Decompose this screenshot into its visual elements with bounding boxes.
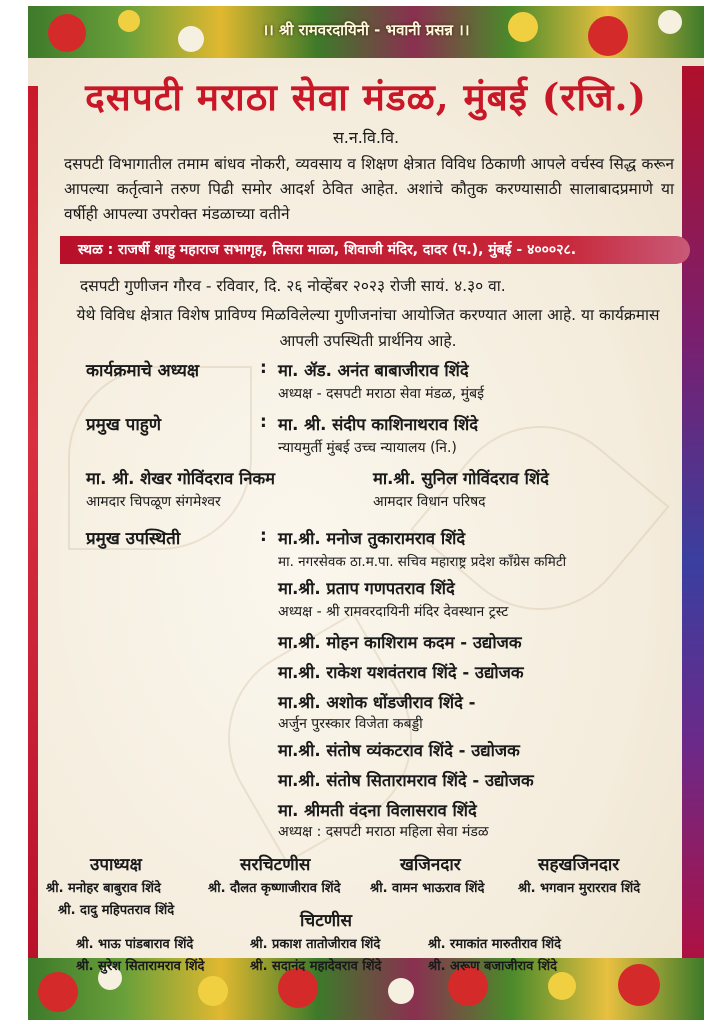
presence-role: मा. नगरसेवक ठा.म.पा. सचिव महाराष्ट्र प्रदेश काँग्रेस कमिटी	[278, 554, 567, 570]
president-role: अध्यक्ष - दसपटी मराठा सेवा मंडळ, मुंबई	[278, 386, 484, 402]
secretary-name: श्री. भाऊ पांडबाराव शिंदे	[76, 937, 194, 952]
presence-name: मा.श्री. अशोक धोंडजीराव शिंदे -	[278, 693, 476, 712]
treasurer-label: खजिनदार	[400, 855, 461, 875]
secretary-name: श्री. सुरेश सितारामराव शिंदे	[76, 959, 205, 974]
event-line: दसपटी गुणीजन गौरव - रविवार, दि. २६ नोव्हेंबर २०२३ रोजी सायं. ४.३० वा.	[80, 277, 506, 295]
chief-guest-label: प्रमुख पाहुणे	[86, 415, 162, 435]
salutation: स.न.वि.वि.	[332, 128, 400, 147]
treasurer-name: श्री. वामन भाऊराव शिंदे	[370, 881, 485, 896]
presence-name: मा.श्री. संतोष सितारामराव शिंदे - उद्योजक	[278, 771, 534, 790]
secretary-name: श्री. अरूण बजाजीराव शिंदे	[428, 959, 557, 974]
invitation-card	[28, 6, 704, 1020]
chief-guest-role: न्यायमुर्ती मुंबई उच्च न्यायालय (नि.)	[278, 440, 457, 456]
invitation-text: येथे विविध क्षेत्रात विशेष प्राविण्य मिळविलेल्या गुणीजनांचा आयोजित करण्यात आला आहे. या कार्यक्रमास आपली उपस्थिती प्रार्थनिय आहे.	[76, 306, 660, 350]
presence-name: मा.श्री. राकेश यशवंतराव शिंदे - उद्योजक	[278, 663, 524, 682]
venue-band: स्थळ : राजर्षी शाहु महाराज सभागृह, तिसरा माळा, शिवाजी मंदिर, दादर (प.), मुंबई - ४०००२८.	[60, 236, 690, 264]
vp-name: श्री. दादु महिपतराव शिंदे	[58, 903, 175, 918]
presence-name: मा. श्रीमती वंदना विलासराव शिंदे	[278, 801, 477, 820]
colon: :	[260, 358, 267, 378]
gs-label: सरचिटणीस	[240, 855, 311, 875]
secretary-name: श्री. रमाकांत मारुतीराव शिंदे	[428, 937, 562, 952]
presence-role: अर्जुन पुरस्कार विजेता कबड्डी	[278, 716, 423, 732]
leaf-pattern	[68, 366, 252, 550]
jt-treasurer-name: श्री. भगवान मुरारराव शिंदे	[518, 881, 641, 896]
jt-treasurer-label: सहखजिनदार	[538, 855, 620, 875]
presence-name: मा.श्री. मनोज तुकारामराव शिंदे	[278, 529, 466, 548]
presence-role: अध्यक्ष - श्री रामवरदायिनी मंदिर देवस्थान ट्रस्ट	[278, 604, 509, 620]
president-label: कार्यक्रमाचे अध्यक्ष	[86, 361, 200, 381]
blessing-line: ।। श्री रामवरदायिनी - भवानी प्रसन्न ।।	[262, 21, 470, 39]
guest-role: आमदार विधान परिषद	[373, 494, 486, 510]
colon: :	[260, 526, 267, 546]
colon: :	[260, 412, 267, 432]
presence-role: अध्यक्ष : दसपटी मराठा महिला सेवा मंडळ	[278, 824, 489, 840]
gs-name: श्री. दौलत कृष्णाजीराव शिंदे	[208, 881, 341, 896]
president-name: मा. ॲड. अनंत बाबाजीराव शिंदे	[278, 361, 469, 380]
vp-label: उपाध्यक्ष	[90, 855, 142, 875]
secretary-name: श्री. सदानंद महादेवराव शिंदे	[250, 959, 382, 974]
guest-name: मा.श्री. सुनिल गोविंदराव शिंदे	[373, 469, 549, 488]
chief-guest-name: मा. श्री. संदीप काशिनाथराव शिंदे	[278, 415, 479, 434]
right-border	[682, 66, 704, 966]
guest-role: आमदार चिपळूण संगमेश्वर	[86, 494, 221, 510]
left-border	[28, 86, 38, 966]
intro-paragraph: दसपटी विभागातील तमाम बांधव नोकरी, व्यवसाय व शिक्षण क्षेत्रात विविध ठिकाणी आपले वर्चस्व सिद्ध करून आपल्या कर्तृत्वाने तरुण पिढी समोर आदर्श ठेवित आहेत. अशांचे कौतुक करण्यासाठी सालाबादप्रमाणे या वर्षीही आपल्या उपरोक्त मंडळाच्या वतीने	[64, 155, 674, 223]
presence-name: मा.श्री. प्रताप गणपतराव शिंदे	[278, 579, 455, 598]
guest-name: मा. श्री. शेखर गोविंदराव निकम	[86, 469, 276, 488]
presence-name: मा.श्री. संतोष व्यंकटराव शिंदे - उद्योजक	[278, 741, 520, 760]
secretary-name: श्री. प्रकाश तातोजीराव शिंदे	[250, 937, 381, 952]
page-title: दसपटी मराठा सेवा मंडळ, मुंबई (रजि.)	[85, 75, 647, 119]
presence-name: मा.श्री. मोहन काशिराम कदम - उद्योजक	[278, 633, 522, 652]
secretary-label: चिटणीस	[300, 911, 352, 931]
vp-name: श्री. मनोहर बाबुराव शिंदे	[46, 881, 161, 896]
presence-label: प्रमुख उपस्थिती	[86, 529, 181, 549]
